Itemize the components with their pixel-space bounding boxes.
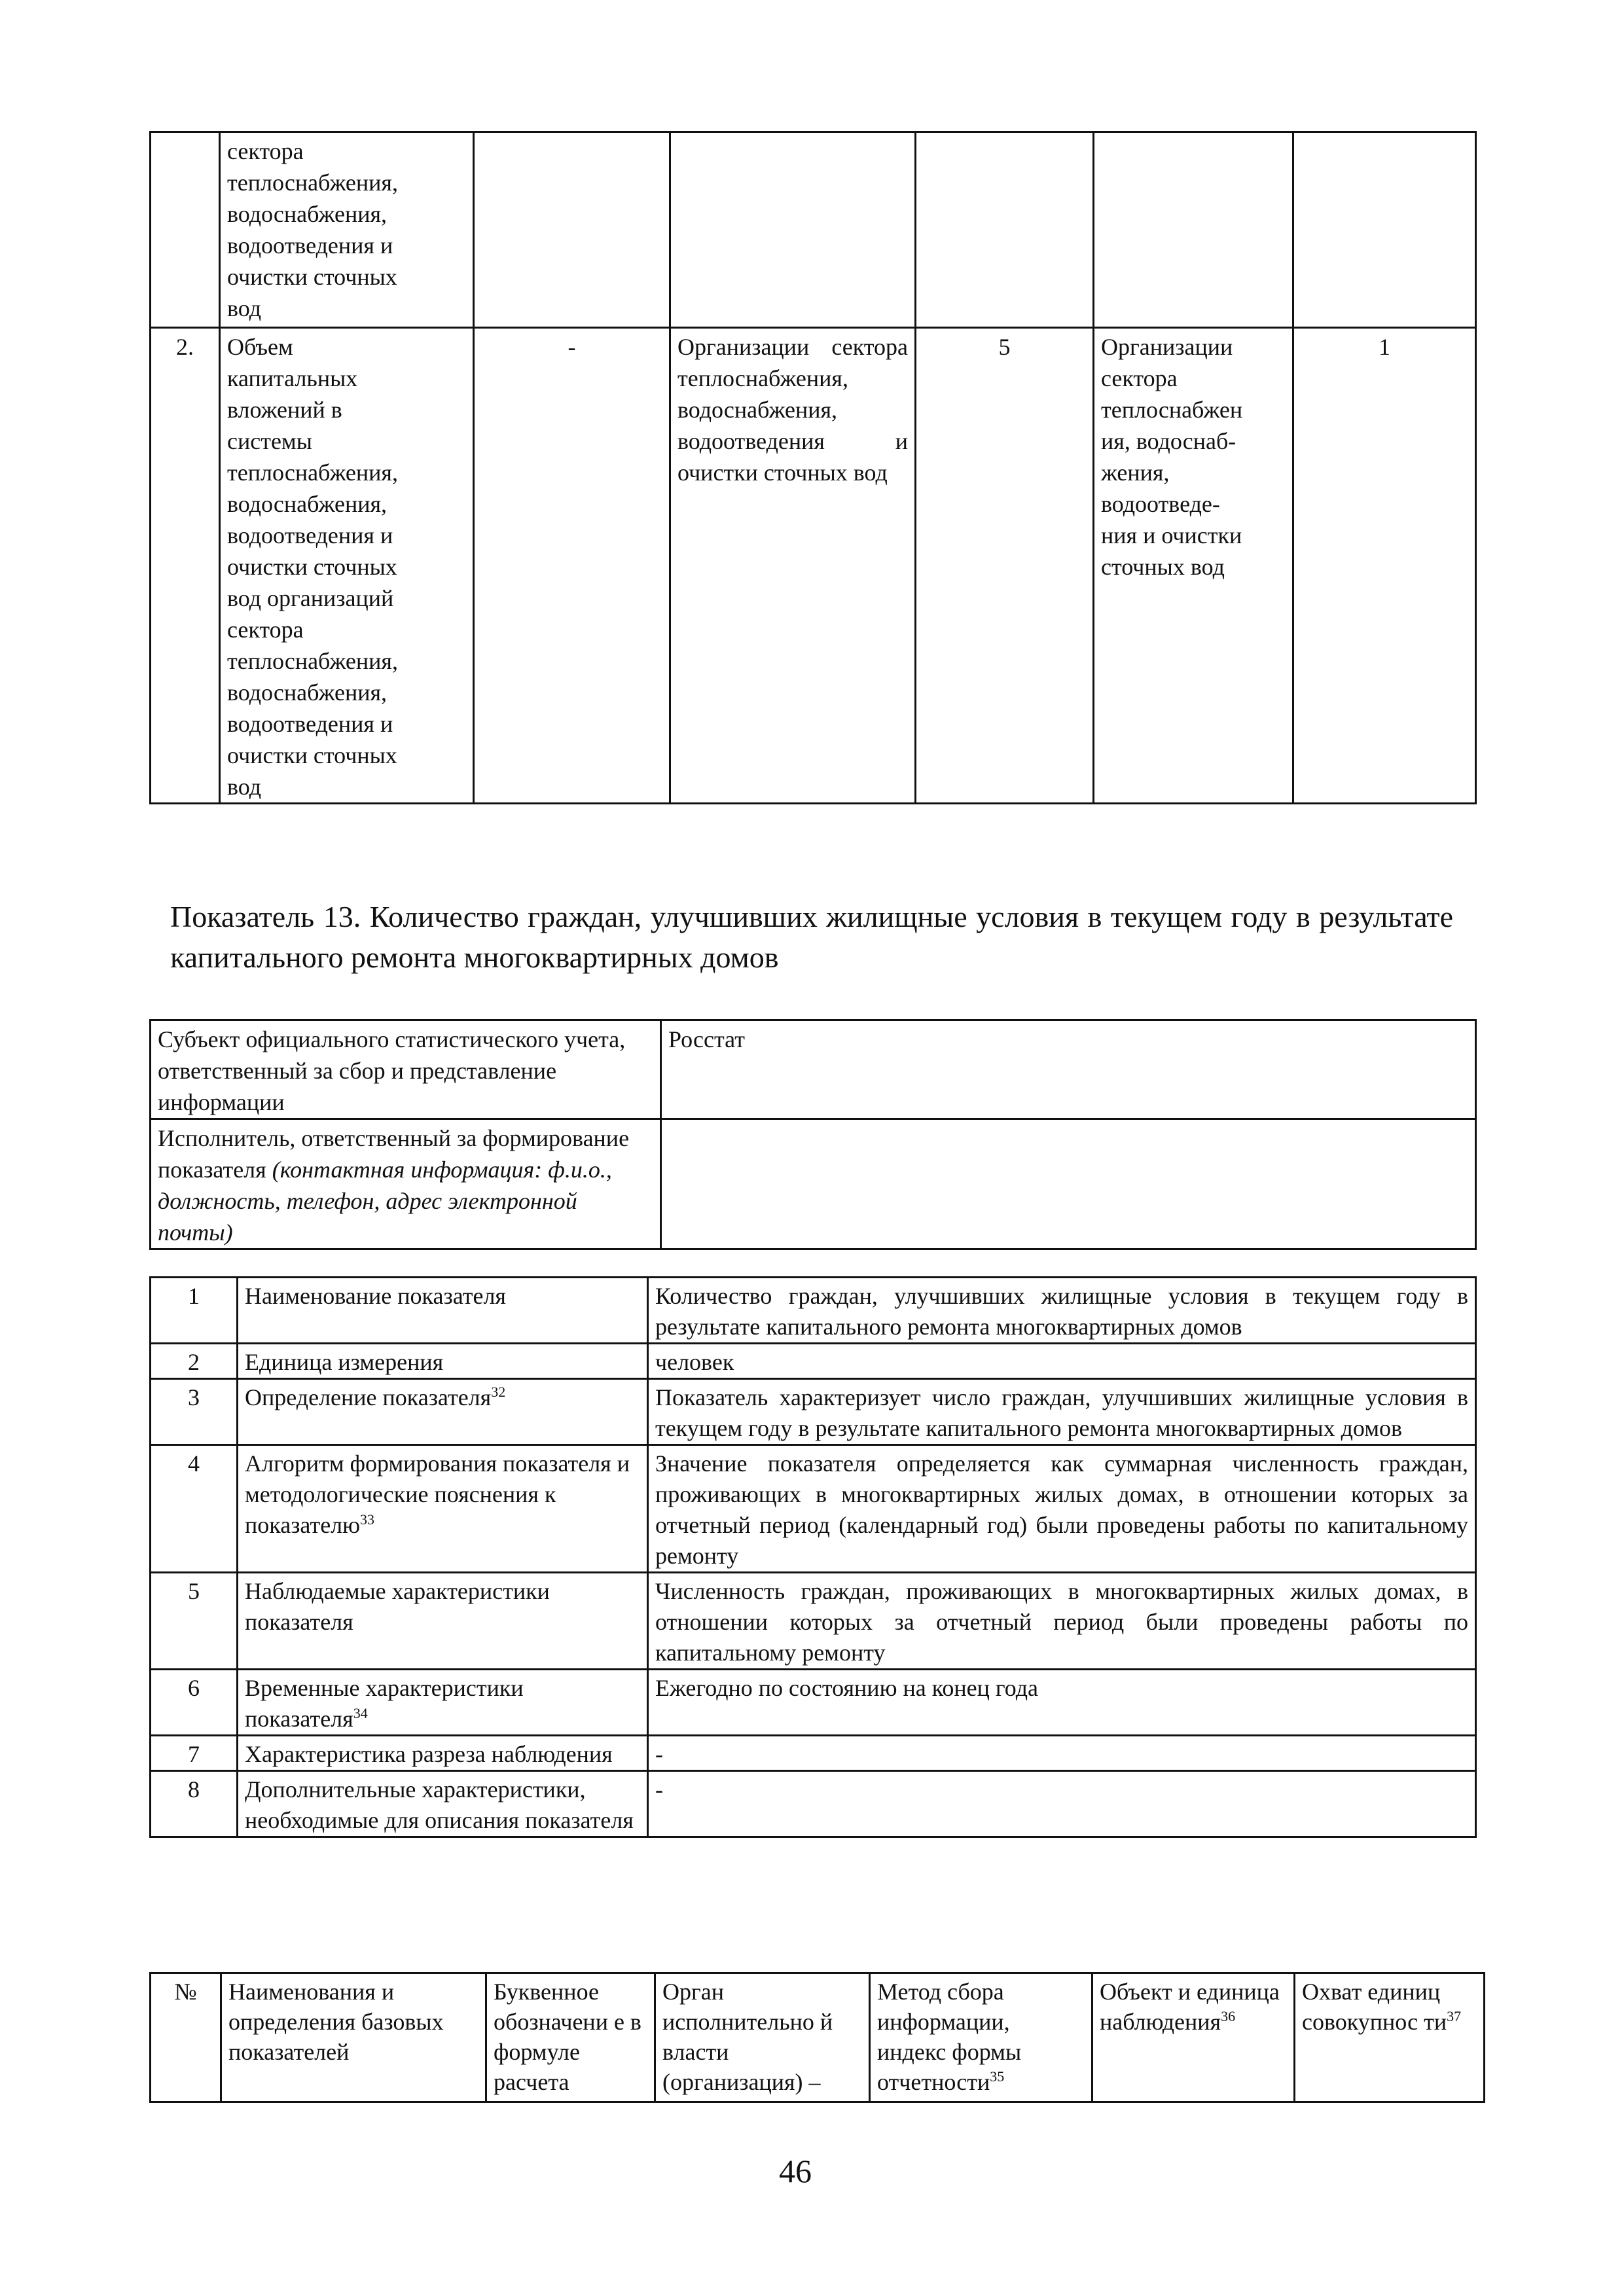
- table-cell: [916, 132, 1094, 328]
- table-row: [151, 1344, 1476, 1379]
- table-cell-value: [661, 1119, 1476, 1249]
- cell-line: капитальных: [227, 365, 358, 391]
- page-number: 46: [779, 2153, 812, 2189]
- cell-line: очистки сточных: [227, 742, 397, 768]
- cell-line: жения,: [1101, 459, 1170, 486]
- cell-line: сектора: [227, 138, 304, 164]
- table-row: [151, 1670, 1476, 1736]
- row-name: Характеристика разреза наблюдения: [245, 1741, 613, 1767]
- cell-line: сектора: [1101, 365, 1178, 391]
- table-cell-name: [238, 1278, 648, 1344]
- table-cell-value: Количество граждан, улучшивших жилищные условия в текущем году в результате капитального ремонта многоквартирных домов: [648, 1278, 1476, 1344]
- column-header-number: №: [151, 1973, 221, 2102]
- column-header-coverage: [1295, 1973, 1485, 2102]
- table-row: [151, 1573, 1476, 1670]
- table-row: [151, 1771, 1476, 1837]
- table-cell-name: [238, 1573, 648, 1670]
- cell-line: вод: [227, 295, 262, 321]
- indicator-passport-table: [149, 1276, 1477, 1838]
- table-cell-object: [1094, 328, 1293, 804]
- footnote-ref: 36: [1221, 2008, 1236, 2024]
- table-cell-name: [220, 132, 474, 328]
- label-text: Исполнитель, ответственный за формирование показателя: [158, 1125, 630, 1183]
- cell-line: водоснабжения,: [227, 201, 388, 227]
- table-row: [151, 1020, 1476, 1119]
- cell-line: теплоснабжения,: [227, 459, 398, 486]
- cell-line: водоснабжения,: [227, 679, 388, 706]
- cell-line: ия, водоснаб-: [1101, 428, 1236, 454]
- cell-line: Объем: [227, 334, 293, 360]
- column-header-method: [870, 1973, 1092, 2102]
- cell-line: теплоснабжения,: [227, 648, 398, 674]
- header-text: Объект и единица наблюдения: [1100, 1979, 1280, 2035]
- row-name: Дополнительные характеристики, необходимые для описания показателя: [245, 1776, 634, 1833]
- footnote-ref: 35: [990, 2068, 1005, 2085]
- table-row: [151, 132, 1476, 328]
- table-cell-coverage: 1: [1293, 328, 1476, 804]
- cell-line: теплоснабжения,: [227, 170, 398, 196]
- footnote-ref: 37: [1447, 2008, 1462, 2024]
- label-italic-text: (контактная информация: ф.и.о., должность, телефон, адрес электронной почты): [158, 1157, 612, 1246]
- row-name: Определение показателя: [245, 1384, 492, 1410]
- cell-line: очистки сточных: [227, 264, 397, 290]
- table-cell-num: 7: [151, 1736, 238, 1771]
- responsible-table: [149, 1019, 1477, 1250]
- cell-line: очистки сточных: [227, 554, 397, 580]
- table-cell-num: 2.: [151, 328, 220, 804]
- column-header-object: [1092, 1973, 1295, 2102]
- table-cell-num: 6: [151, 1670, 238, 1736]
- row-name: Алгоритм формирования показателя и методологические пояснения к показателю: [245, 1450, 630, 1538]
- table-cell-num: 4: [151, 1445, 238, 1573]
- table-row: [151, 1379, 1476, 1445]
- cell-line: теплоснабжен: [1101, 397, 1243, 423]
- table-cell-name: [238, 1379, 648, 1445]
- table-cell-value: человек: [648, 1344, 1476, 1379]
- column-header-name: Наименования и определения базовых показателей: [221, 1973, 486, 2102]
- cell-line: вод организаций: [227, 585, 394, 611]
- table-cell-letter: -: [474, 328, 670, 804]
- row-name: Наименование показателя: [245, 1283, 506, 1309]
- table-cell-num: 8: [151, 1771, 238, 1837]
- table-row: [151, 328, 1476, 804]
- table-cell-value: Значение показателя определяется как суммарная численность граждан, проживающих в многоквартирных жилых домах, в отношении которых за отчетный период (календарный год) были проведены работы по капитальному ремонту: [648, 1445, 1476, 1573]
- table-row: [151, 1736, 1476, 1771]
- column-header-organ: Орган исполнительно й власти (организация) –: [655, 1973, 870, 2102]
- row-name: Временные характеристики показателя: [245, 1675, 524, 1732]
- footnote-ref: 32: [491, 1384, 506, 1400]
- cell-line: Организации: [1101, 334, 1233, 360]
- table-cell-value: Росстат: [661, 1020, 1476, 1119]
- table-row: [151, 1119, 1476, 1249]
- table-cell-name: [238, 1670, 648, 1736]
- base-indicators-table: [149, 1972, 1485, 2103]
- cell-line: сектора: [227, 617, 304, 643]
- table-cell-num: 2: [151, 1344, 238, 1379]
- table-cell-name: [238, 1445, 648, 1573]
- indicator-heading: Показатель 13. Количество граждан, улучшивших жилищные условия в текущем году в результате капитального ремонта многоквартирных домов: [170, 900, 1453, 974]
- table-cell-num: 1: [151, 1278, 238, 1344]
- table-cell-value: Численность граждан, проживающих в многоквартирных жилых домах, в отношении которых за отчетный период были проведены работы по капитальному ремонту: [648, 1573, 1476, 1670]
- indicator-sources-table: [149, 131, 1477, 804]
- column-header-letter: Буквенное обозначени е в формуле расчета: [486, 1973, 655, 2102]
- cell-line: ния и очистки: [1101, 522, 1242, 548]
- table-cell-value: Показатель характеризует число граждан, улучшивших жилищные условия в текущем году в результате капитального ремонта многоквартирных домов: [648, 1379, 1476, 1445]
- header-text: Охват единиц совокупнос ти: [1302, 1979, 1447, 2035]
- table-header-row: [151, 1973, 1485, 2102]
- table-row: [151, 1278, 1476, 1344]
- table-cell-name: [220, 328, 474, 804]
- table-cell-value: -: [648, 1736, 1476, 1771]
- table-cell-label: Субъект официального статистического учета, ответственный за сбор и представление информации: [151, 1020, 661, 1119]
- table-cell-method: 5: [916, 328, 1094, 804]
- cell-line: водоснабжения,: [227, 491, 388, 517]
- cell-line: водоотведения и: [227, 522, 393, 548]
- table-cell: [474, 132, 670, 328]
- cell-line: водоотведения и: [227, 232, 393, 259]
- cell-line: сточных вод: [1101, 554, 1225, 580]
- cell-line: вложений в: [227, 397, 342, 423]
- table-cell: [1293, 132, 1476, 328]
- table-cell: [1094, 132, 1293, 328]
- table-cell-value: Ежегодно по состоянию на конец года: [648, 1670, 1476, 1736]
- table-cell-organ: Организации сектора теплоснабжения, водоснабжения, водоотведения и очистки сточных вод: [670, 328, 916, 804]
- table-cell-name: [238, 1344, 648, 1379]
- table-cell: [670, 132, 916, 328]
- header-text: Метод сбора информации, индекс формы отчетности: [877, 1979, 1022, 2095]
- table-cell-name: [238, 1736, 648, 1771]
- row-name: Единица измерения: [245, 1349, 444, 1375]
- cell-line: водоотведе-: [1101, 491, 1220, 517]
- cell-line: системы: [227, 428, 312, 454]
- table-cell-num: 5: [151, 1573, 238, 1670]
- cell-line: водоотведения и: [227, 711, 393, 737]
- table-cell-label: [151, 1119, 661, 1249]
- table-cell-num: [151, 132, 220, 328]
- table-cell-name: [238, 1771, 648, 1837]
- table-cell-value: -: [648, 1771, 1476, 1837]
- table-row: [151, 1445, 1476, 1573]
- row-name: Наблюдаемые характеристики показателя: [245, 1578, 550, 1635]
- footnote-ref: 34: [353, 1705, 368, 1721]
- table-cell-num: 3: [151, 1379, 238, 1445]
- footnote-ref: 33: [360, 1511, 375, 1528]
- cell-line: вод: [227, 774, 262, 800]
